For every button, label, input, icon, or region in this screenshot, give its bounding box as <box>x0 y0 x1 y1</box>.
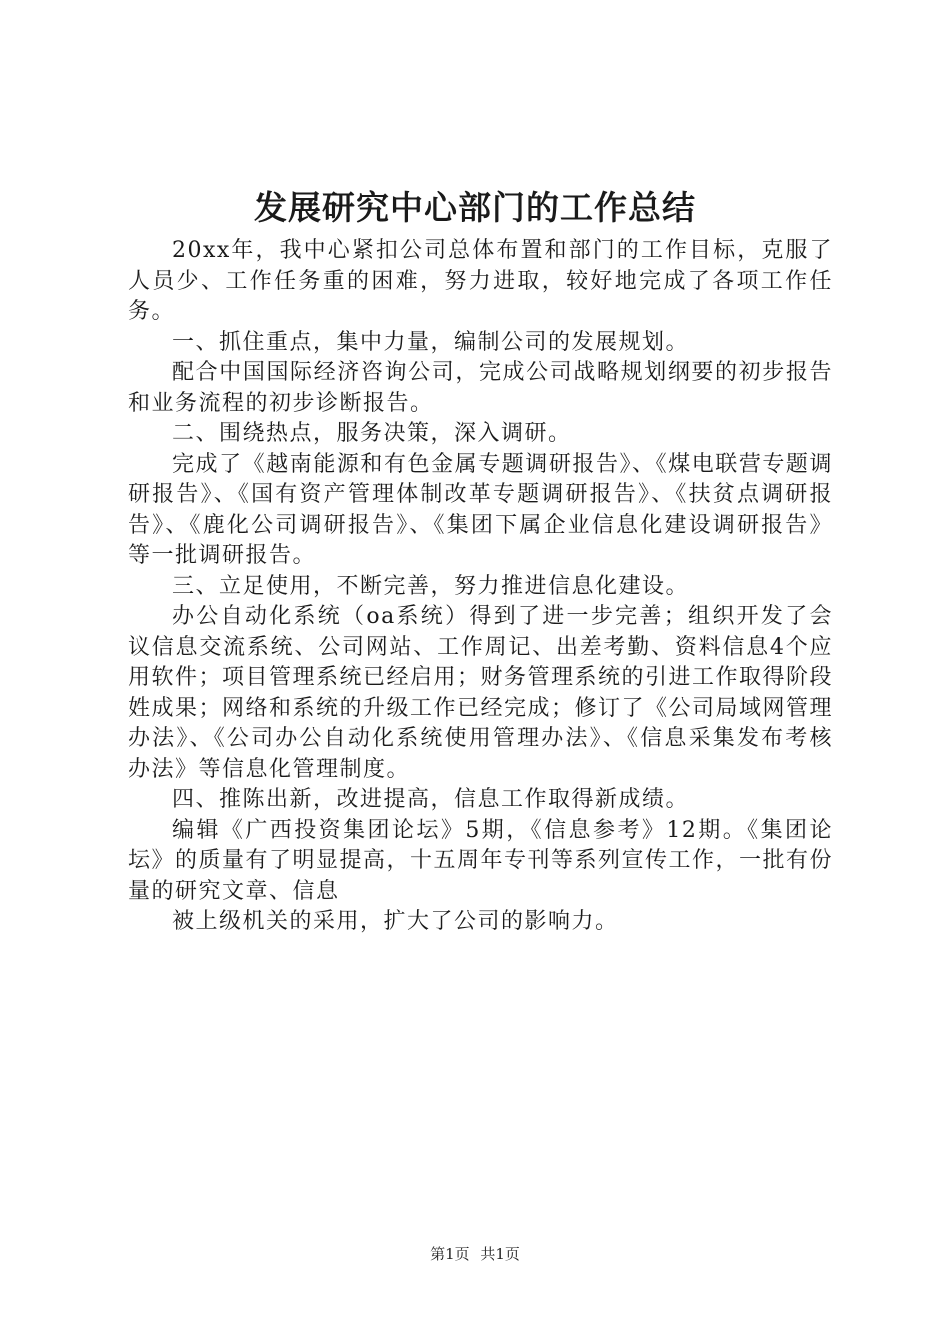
document-body <box>128 236 833 938</box>
paragraph-section-2: 完成了《越南能源和有色金属专题调研报告》、《煤电联营专题调研报告》、《国有资产管理体制改革专题调研报告》、《扶贫点调研报告》、《鹿化公司调研报告》、《集团下属企业信息化建设调研报告》等一批调研报告。 <box>128 451 833 568</box>
document-title: 发展研究中心部门的工作总结 <box>254 188 696 227</box>
section-heading-2: 二、围绕热点，服务决策，深入调研。 <box>172 421 572 446</box>
section-heading-4: 四、推陈出新，改进提高，信息工作取得新成绩。 <box>172 787 690 812</box>
section-heading-3: 三、立足使用，不断完善，努力推进信息化建设。 <box>172 573 690 599</box>
page-number: 第1页 <box>430 1245 470 1263</box>
paragraph-section-3: 办公自动化系统（oa系统）得到了进一步完善；组织开发了会议信息交流系统、公司网站、工作周记、出差考勤、资料信息4个应用软件；项目管理系统已经启用；财务管理系统的引进工作取得阶段姓成果；网络和系统的升级工作已经完成；修订了《公司局域网管理办法》、《公司办公自动化系统使用管理办法》、《信息采集发布考核办法》等信息化管理制度。 <box>128 604 834 782</box>
paragraph-closing: 被上级机关的采用，扩大了公司的影响力。 <box>172 909 619 934</box>
page-total: 共1页 <box>480 1245 520 1263</box>
paragraph-section-1: 配合中国国际经济咨询公司，完成公司战略规划纲要的初步报告和业务流程的初步诊断报告。 <box>128 360 833 416</box>
section-heading-1: 一、抓住重点，集中力量，编制公司的发展规划。 <box>172 329 690 355</box>
page-footer <box>0 1244 950 1264</box>
paragraph-section-4: 编辑《广西投资集团论坛》5期，《信息参考》12期。《集团论坛》的质量有了明显提高，十五周年专刊等系列宣传工作，一批有份量的研究文章、信息 <box>128 817 834 904</box>
paragraph-intro: 20xx年，我中心紧扣公司总体布置和部门的工作目标，克服了人员少、工作任务重的困难，努力进取，较好地完成了各项工作任务。 <box>128 238 833 324</box>
